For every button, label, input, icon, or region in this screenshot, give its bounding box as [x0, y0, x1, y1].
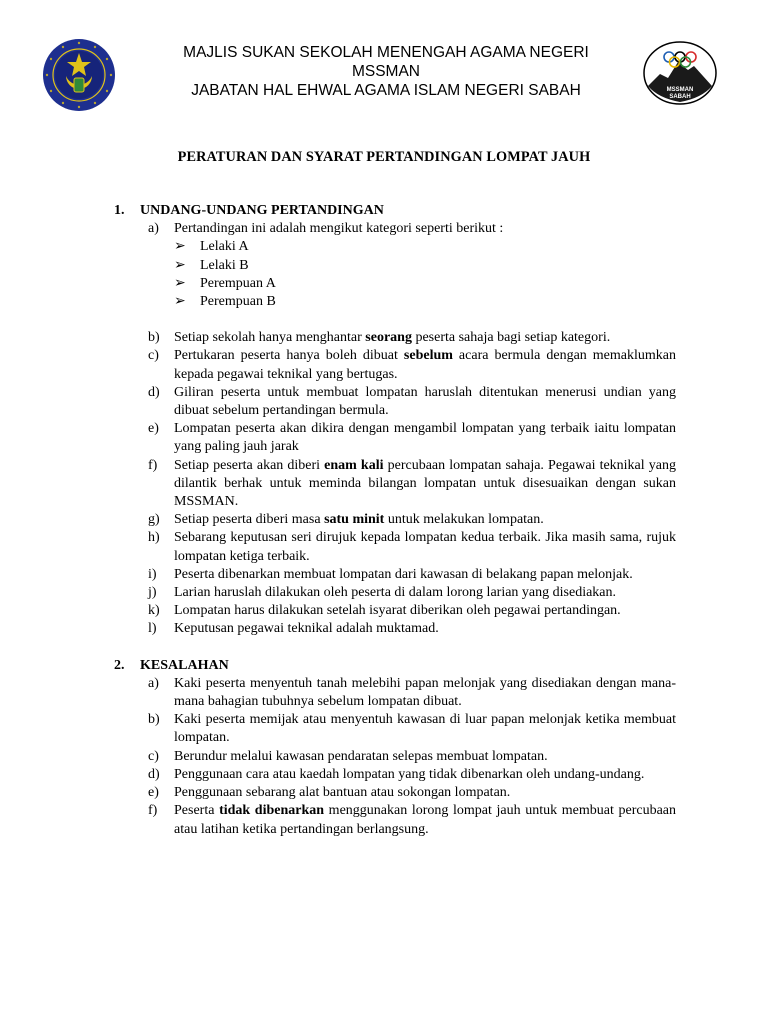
- item-text: Lompatan harus dilakukan setelah isyarat diberikan oleh pegawai pertandingan.: [174, 603, 621, 619]
- category-label: Perempuan B: [200, 294, 276, 310]
- arrow-bullet-icon: ➢: [174, 294, 186, 310]
- item-text: [174, 457, 676, 512]
- item-text-part: menggunakan lorong lompat jauh untuk membuat percubaan atau latihan ketika pertandingan berlangsung.: [174, 803, 676, 837]
- document-title: PERATURAN DAN SYARAT PERTANDINGAN LOMPAT JAUH: [177, 149, 591, 165]
- item-text: Penggunaan sebarang alat bantuan atau sokongan lompatan.: [174, 785, 511, 801]
- jheains-crest-logo: [42, 38, 116, 112]
- item-text: [174, 802, 676, 838]
- logo-label-sabah: SABAH: [669, 94, 691, 100]
- section-number: 2.: [114, 657, 125, 673]
- category-item: [174, 275, 676, 293]
- item-text-part: Setiap peserta diberi masa: [174, 512, 325, 528]
- organisation-name: MAJLIS SUKAN SEKOLAH MENENGAH AGAMA NEGERI: [183, 44, 589, 61]
- arrow-bullet-icon: ➢: [174, 275, 186, 291]
- item-text: Penggunaan cara atau kaedah lompatan yang tidak dibenarkan oleh undang-undang.: [174, 766, 645, 782]
- item-letter: h): [148, 530, 160, 546]
- item-emphasis: sebelum: [403, 348, 453, 364]
- section-heading: [114, 202, 676, 220]
- item-text-part: Setiap peserta akan diberi: [174, 457, 325, 473]
- item-letter: d): [148, 766, 160, 782]
- category-item: [174, 293, 676, 311]
- letterhead: [0, 0, 768, 130]
- item-text-part: untuk melakukan lompatan.: [384, 512, 544, 528]
- list-item: [114, 620, 676, 638]
- list-item: [114, 675, 676, 711]
- item-letter: j): [148, 585, 157, 601]
- item-letter: f): [148, 457, 158, 473]
- item-text-part: percubaan lompatan sahaja. Pegawai teknikal yang dilantik berhak untuk meminda bilangan lompatan untuk disesuaikan dengan sukan MSSMAN.: [174, 457, 676, 510]
- section-spacer: [114, 639, 676, 657]
- organisation-acronym: MSSMAN: [351, 63, 421, 80]
- section-undang-undang: [114, 202, 676, 639]
- item-text: [174, 347, 676, 383]
- item-text: Pertandingan ini adalah mengikut kategori seperti berikut :: [174, 221, 504, 237]
- item-text: [174, 329, 676, 347]
- section-title: KESALAHAN: [140, 657, 229, 673]
- item-text: Giliran peserta untuk membuat lompatan haruslah ditentukan menerusi undian yang dibuat sebelum pertandingan bermula.: [174, 384, 676, 419]
- item-letter: e): [148, 421, 159, 437]
- letterhead-text: [130, 43, 642, 100]
- logo-label-mssman: MSSMAN: [666, 87, 694, 93]
- mssman-sabah-logo: [642, 40, 718, 106]
- list-item: [114, 457, 676, 512]
- item-emphasis: enam kali: [324, 457, 384, 473]
- document-body: [114, 202, 676, 839]
- item-text-part: Pertukaran peserta hanya boleh dibuat: [174, 348, 404, 364]
- item-emphasis: tidak dibenarkan: [219, 803, 325, 819]
- item-letter: g): [148, 512, 160, 528]
- item-text-part: peserta sahaja bagi setiap kategori.: [411, 330, 611, 346]
- list-item: [114, 748, 676, 766]
- item-text-part: Peserta: [174, 803, 220, 819]
- item-text: [174, 511, 676, 529]
- category-list: [174, 238, 676, 311]
- category-label: Lelaki A: [200, 239, 249, 255]
- item-text: Kaki peserta menyentuh tanah melebihi papan melonjak yang disediakan dengan mana-mana bahagian tubuhnya sebelum lompatan dibuat.: [174, 675, 676, 710]
- category-item: [174, 238, 676, 256]
- item-text: Larian haruslah dilakukan oleh peserta di dalam lorong larian yang disediakan.: [174, 585, 617, 601]
- list-item: [114, 220, 676, 311]
- list-item: [114, 420, 676, 456]
- list-item: [114, 347, 676, 383]
- item-letter: b): [148, 712, 160, 728]
- item-letter: a): [148, 221, 159, 237]
- list-item: [114, 584, 676, 602]
- item-text: Kaki peserta memijak atau menyentuh kawasan di luar papan melonjak ketika membuat lompatan.: [174, 712, 676, 746]
- section-title: UNDANG-UNDANG PERTANDINGAN: [140, 203, 384, 218]
- list-item: [114, 802, 676, 838]
- category-label: Perempuan A: [200, 275, 276, 291]
- item-letter: l): [148, 621, 157, 637]
- list-item: [114, 511, 676, 529]
- category-item: [174, 257, 676, 275]
- list-item: [114, 784, 676, 802]
- section-number: 1.: [114, 203, 125, 218]
- item-letter: k): [148, 603, 160, 619]
- item-letter: c): [148, 748, 159, 764]
- item-text: Lompatan peserta akan dikira dengan mengambil lompatan yang terbaik iaitu lompatan yang paling jauh jarak: [174, 421, 676, 455]
- arrow-bullet-icon: ➢: [174, 257, 186, 273]
- item-text: Keputusan pegawai teknikal adalah muktamad.: [174, 621, 439, 637]
- list-item: [114, 766, 676, 784]
- item-text: Berundur melalui kawasan pendaratan selepas membuat lompatan.: [174, 748, 548, 764]
- list-item: [114, 566, 676, 584]
- item-letter: a): [148, 675, 159, 691]
- arrow-bullet-icon: ➢: [174, 239, 186, 255]
- item-letter: b): [148, 330, 160, 346]
- item-text: Sebarang keputusan seri dirujuk kepada lompatan kedua terbaik. Jika masih sama, rujuk lompatan ketiga terbaik.: [174, 530, 676, 564]
- item-letter: c): [148, 348, 159, 364]
- item-text-part: acara bermula dengan memaklumkan kepada pegawai teknikal yang bertugas.: [174, 348, 676, 382]
- list-item: [114, 384, 676, 420]
- item-emphasis: satu minit: [324, 512, 385, 528]
- section-kesalahan: [114, 657, 676, 839]
- list-item: [114, 329, 676, 347]
- item-letter: i): [148, 566, 157, 582]
- list-item: [114, 529, 676, 565]
- item-letter: e): [148, 785, 159, 801]
- section-heading: [114, 657, 676, 675]
- item-text: Peserta dibenarkan membuat lompatan dari kawasan di belakang papan melonjak.: [174, 566, 633, 582]
- item-letter: d): [148, 384, 160, 400]
- item-text-part: Setiap sekolah hanya menghantar: [174, 330, 366, 346]
- list-item: [114, 711, 676, 747]
- department-name: JABATAN HAL EHWAL AGAMA ISLAM NEGERI SABAH: [191, 82, 581, 99]
- item-letter: f): [148, 803, 158, 819]
- item-emphasis: seorang: [365, 330, 412, 346]
- list-item: [114, 602, 676, 620]
- category-label: Lelaki B: [200, 257, 249, 273]
